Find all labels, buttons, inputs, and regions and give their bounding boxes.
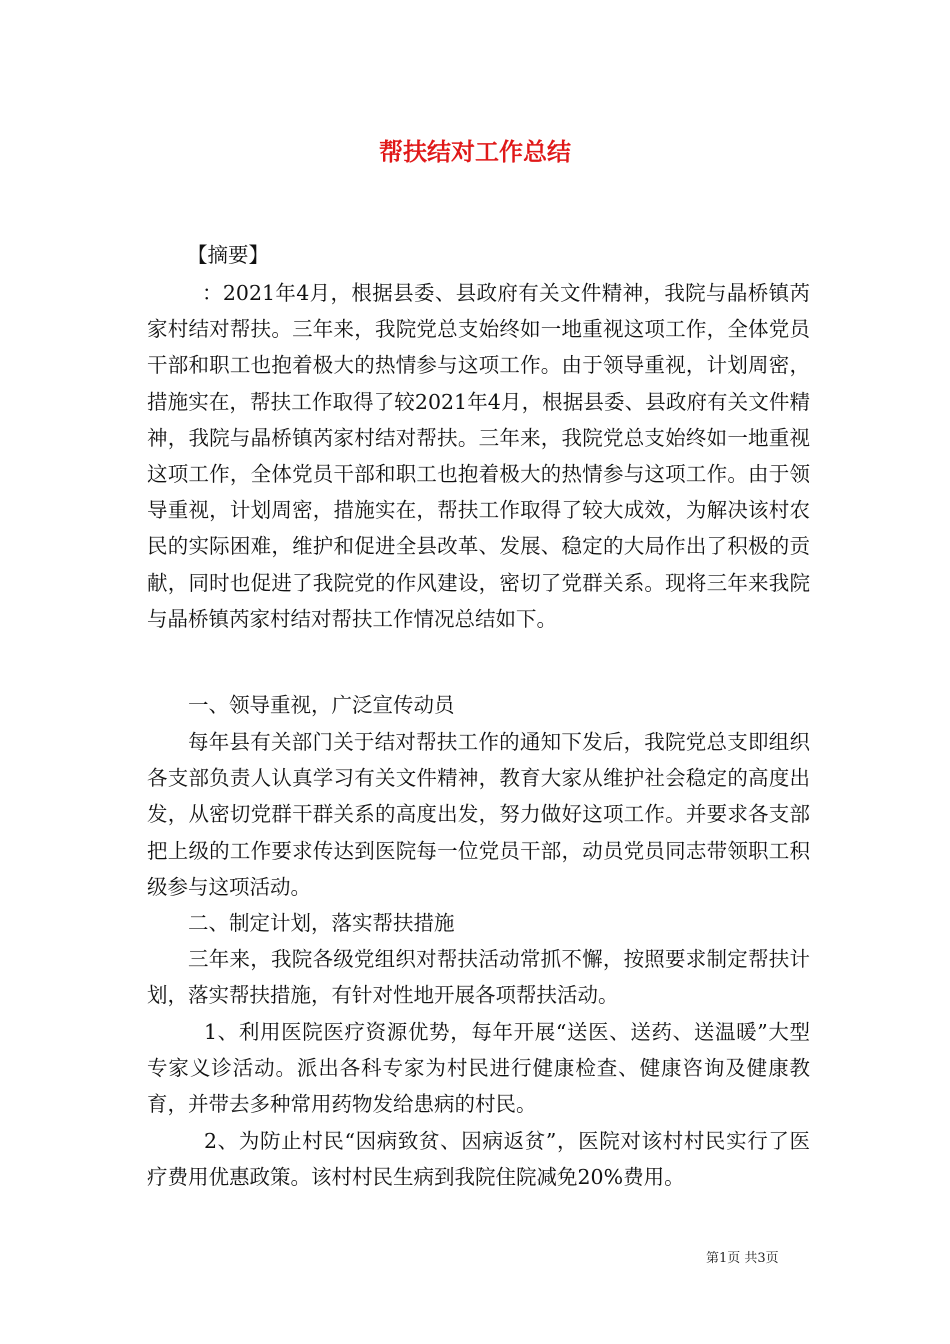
page-number: 第1页 共3页: [706, 1251, 779, 1266]
section-heading-2: 二、制定计划，落实帮扶措施: [188, 911, 455, 935]
paragraph-1: 每年县有关部门关于结对帮扶工作的通知下发后，我院党总支即组织各支部负责人认真学习有关文件精神，教育大家从维护社会稳定的高度出发，从密切党群干群关系的高度出发，努力做好这项工作。并要求各支部把上级的工作要求传达到医院每一位党员干部，动员党员同志带领职工积级参与这项活动。: [147, 730, 810, 899]
abstract-label: 【摘要】: [187, 243, 269, 267]
paragraph-2: 三年来，我院各级党组织对帮扶活动常抓不懈，按照要求制定帮扶计划，落实帮扶措施，有针对性地开展各项帮扶活动。: [147, 947, 810, 1008]
paragraph-4: 2、为防止村民“因病致贫、因病返贫”，医院对该村村民实行了医疗费用优惠政策。该村村民生病到我院住院减免20%费用。: [147, 1129, 810, 1190]
section-heading-1: 一、领导重视，广泛宣传动员: [188, 693, 455, 717]
document-title: 帮扶结对工作总结: [379, 137, 571, 166]
abstract-paragraph: ：2021年4月，根据县委、县政府有关文件精神，我院与晶桥镇芮家村结对帮扶。三年来，我院党总支始终如一地重视这项工作，全体党员干部和职工也抱着极大的热情参与这项工作。由于领导重视，计划周密，措施实在，帮扶工作取得了较2021年4月，根据县委、县政府有关文件精神，我院与晶桥镇芮家村结对帮扶。三年来，我院党总支始终如一地重视这项工作，全体党员干部和职工也抱着极大的热情参与这项工作。由于领导重视，计划周密，措施实在，帮扶工作取得了较大成效，为解决该村农民的实际困难，维护和促进全县改革、发展、稳定的大局作出了积极的贡献，同时也促进了我院党的作风建设，密切了党群关系。现将三年来我院与晶桥镇芮家村结对帮扶工作情况总结如下。: [147, 281, 810, 631]
paragraph-3: 1、利用医院医疗资源优势，每年开展“送医、送药、送温暖”大型专家义诊活动。派出各科专家为村民进行健康检查、健康咨询及健康教育，并带去多种常用药物发给患病的村民。: [147, 1020, 810, 1117]
